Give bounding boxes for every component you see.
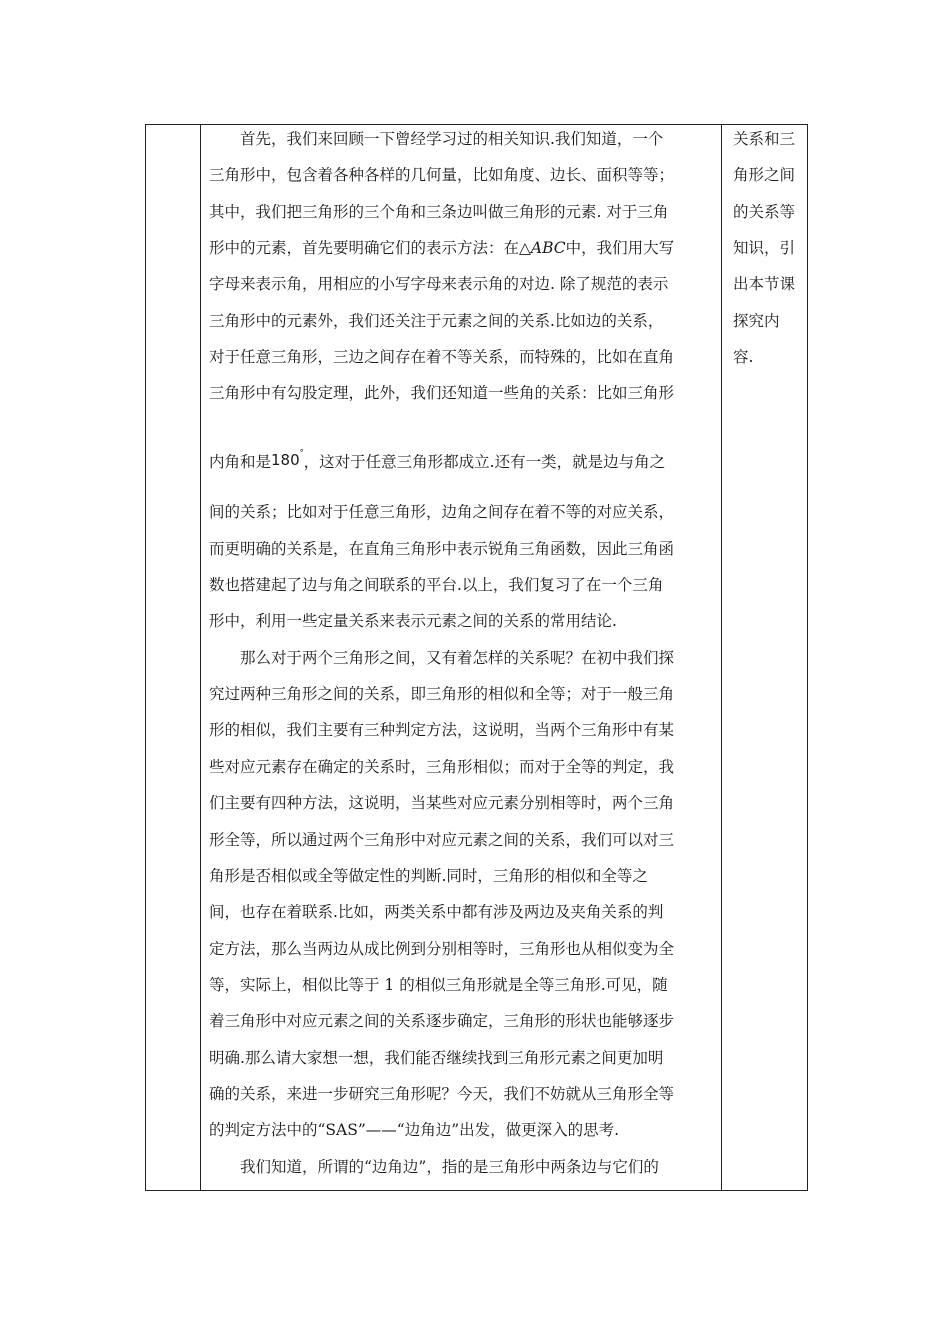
paragraph-line: 究过两种三角形之间的关系，即三角形的相似和全等；对于一般三角: [209, 685, 675, 703]
paragraph-line: 字母来表示角，用相应的小写字母来表示角的对边. 除了规范的表示: [209, 275, 669, 293]
design-intent-line: 知识，引: [733, 239, 796, 257]
paragraph-line: 数也搭建起了边与角之间联系的平台.以上，我们复习了在一个三角: [209, 576, 664, 594]
design-intent-line: 出本节课: [733, 275, 796, 293]
triangle-name: ABC: [530, 239, 566, 257]
paragraph-line: [209, 238, 674, 258]
paragraph-line: 其中，我们把三角形的三个角和三条边叫做三角形的元素. 对于三角: [209, 203, 669, 221]
paragraph-line: 着三角形中对应元素之间的关系逐步确定，三角形的形状也能够逐步: [209, 1012, 675, 1030]
text-segment: 形中的元素，首先要明确它们的表示方法：在△: [209, 239, 531, 257]
paragraph-line: 形中，利用一些定量关系来表示元素之间的关系的常用结论.: [209, 612, 617, 630]
paragraph-line: 三角形中的元素外，我们还关注于元素之间的关系.比如边的关系，: [209, 312, 664, 330]
paragraph-line: 形的相似，我们主要有三种判定方法，这说明，当两个三角形中有某: [209, 721, 675, 739]
text-segment: 中，我们用大写: [565, 239, 675, 257]
paragraph-line: 对于任意三角形，三边之间存在着不等关系，而特殊的，比如在直角: [209, 348, 675, 366]
paragraph-line: 首先，我们来回顾一下曾经学习过的相关知识.我们知道，一个: [209, 130, 664, 148]
design-intent-line: 容.: [733, 348, 754, 366]
degree-sign: °: [299, 448, 304, 457]
lesson-table: [145, 124, 808, 1191]
paragraph-line: 我们知道，所谓的“边角边”，指的是三角形中两条边与它们的: [209, 1158, 659, 1176]
paragraph-line: 确的关系，来进一步研究三角形呢？今天，我们不妨就从三角形全等: [209, 1085, 675, 1103]
paragraph-line: 角形是否相似或全等做定性的判断.同时，三角形的相似和全等之: [209, 867, 648, 885]
paragraph-line: 形全等，所以通过两个三角形中对应元素之间的关系，我们可以对三: [209, 831, 675, 849]
paragraph-line: 三角形中，包含着各种各样的几何量，比如角度、边长、面积等等；: [209, 166, 675, 184]
paragraph-line: 三角形中有勾股定理，此外，我们还知道一些角的关系：比如三角形: [209, 384, 675, 402]
paragraph-line: 明确.那么请大家想一想，我们能否继续找到三角形元素之间更加明: [209, 1049, 664, 1067]
angle-sum-value: 180: [271, 451, 300, 469]
design-intent-line: 的关系等: [733, 203, 796, 221]
paragraph-line: 间，也存在着联系.比如，两类关系中都有涉及两边及夹角关系的判: [209, 903, 664, 921]
paragraph-line: 等，实际上，相似比等于 1 的相似三角形就是全等三角形.可见，随: [209, 976, 668, 994]
design-intent-line: 角形之间: [733, 166, 796, 184]
design-intent-line: 关系和三: [733, 130, 796, 148]
paragraph-line: 些对应元素存在确定的关系时，三角形相似；而对于全等的判定，我: [209, 758, 675, 776]
paragraph-line: 间的关系；比如对于任意三角形，边角之间存在着不等的对应关系，: [209, 503, 675, 521]
paragraph-line: 定方法，那么当两边从成比例到分别相等时，三角形也从相似变为全: [209, 940, 675, 958]
column-divider-left: [200, 125, 201, 1190]
column-divider-right: [721, 125, 722, 1190]
paragraph-line: 那么对于两个三角形之间，又有着怎样的关系呢？在初中我们探: [209, 649, 675, 667]
text-segment: 内角和是: [209, 453, 272, 471]
paragraph-line: [209, 443, 665, 472]
text-segment: ，这对于任意三角形都成立.还有一类，就是边与角之: [303, 453, 666, 471]
design-intent-line: 探究内: [733, 312, 780, 330]
paragraph-line: 们主要有四种方法，这说明，当某些对应元素分别相等时，两个三角: [209, 794, 675, 812]
paragraph-line: 而更明确的关系是，在直角三角形中表示锐角三角函数，因此三角函: [209, 540, 675, 558]
paragraph-line: 的判定方法中的“SAS”——“边角边”出发，做更深入的思考.: [209, 1121, 620, 1139]
